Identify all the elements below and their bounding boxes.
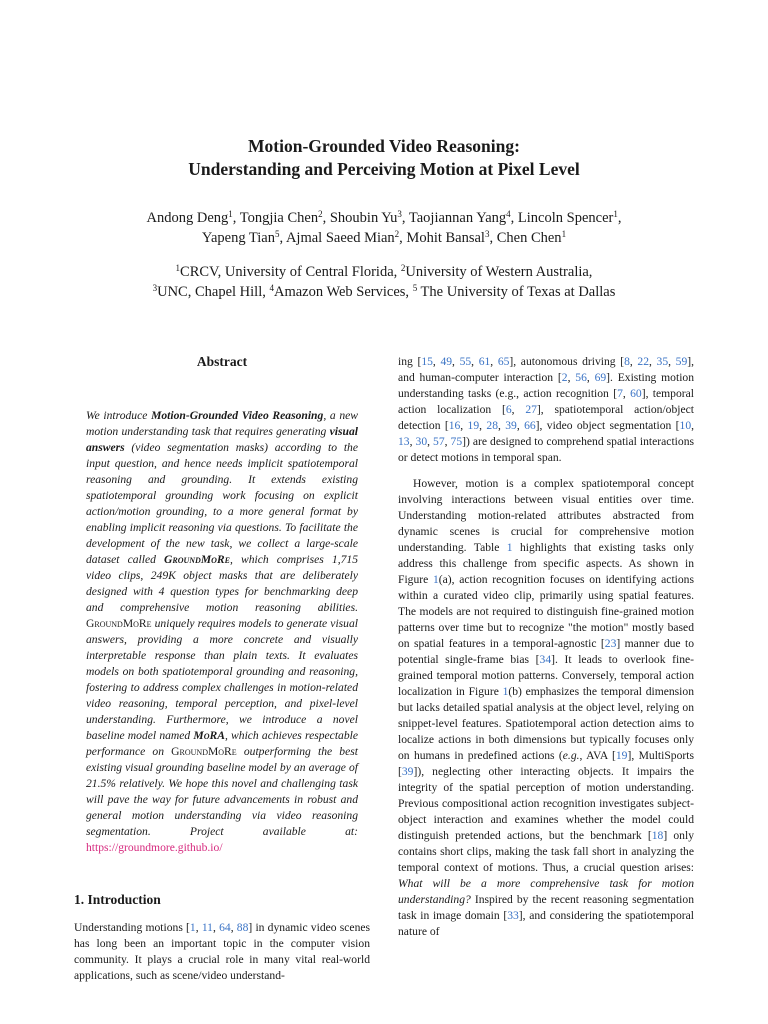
affiliations-line-1: $^1$CRCV, University of Central Florida, $^2$University of Western Australia, bbox=[175, 263, 593, 280]
right-paragraph-1: ing [15, 49, 55, 61, 65], autonomous driving [8, 22, 35, 59], and human-computer interaction [2, 56, 69]. Existing motion understanding tasks (e.g., action recognition [7, 60], temporal action localization [6, 27], spatiotemporal action/object detection [16, 19, 28, 39, 66], video object segmentation [10, 13, 30, 57, 75]) are designed to comprehend spatial interactions or detect motions in temporal span. bbox=[398, 355, 695, 464]
author-list bbox=[0, 208, 768, 248]
right-column bbox=[398, 354, 694, 940]
authors-line-1: Andong Deng$^1$, Tongjia Chen$^2$, Shoubin Yu$^3$, Taojiannan Yang$^4$, Lincoln Spencer$^1$, bbox=[146, 209, 622, 226]
paper-title-line-1: Motion-Grounded Video Reasoning: bbox=[248, 136, 520, 156]
abstract-heading: Abstract bbox=[196, 354, 248, 369]
paper-title-line-2: Understanding and Perceiving Motion at Pixel Level bbox=[188, 159, 580, 179]
project-link[interactable]: https://groundmore.github.io/ bbox=[86, 841, 223, 854]
intro-paragraph-1: Understanding motions [1, 11, 64, 88] in dynamic video scenes has long been an important topic in the computer vision community. It plays a crucial role in many vital real-world applications, such as scene/video understand- bbox=[74, 921, 371, 982]
title-block bbox=[0, 135, 768, 181]
left-column bbox=[74, 354, 370, 984]
authors-line-2: Yapeng Tian$^5$, Ajmal Saeed Mian$^2$, Mohit Bansal$^3$, Chen Chen$^1$ bbox=[201, 229, 567, 246]
affiliations bbox=[0, 262, 768, 302]
affiliations-line-2: $^3$UNC, Chapel Hill, $^4$Amazon Web Services, $^5$ The University of Texas at Dallas bbox=[152, 283, 616, 300]
intro-heading: 1. Introduction bbox=[74, 892, 161, 907]
right-paragraph-2: However, motion is a complex spatiotemporal concept involving interactions between visual entities over time. Understanding motion-related attributes abstracted from dynamic scenes is crucial for comprehensive motion understanding. Table 1 highlights that existing tasks only address this challenge from specific aspects. As shown in Figure 1(a), action recognition focuses on identifying actions within a curated video clip, primarily using spatial features. The models are not required to distinguish fine-grained motion patterns over time but to recognize "the motion" mostly based on spatial features in a temporal-agnostic [23] manner due to potential single-frame bias [34]. It leads to overlook fine-grained temporal motion patterns. Conversely, temporal action localization in Figure 1(b) emphasizes the temporal dimension but lacks detailed spatial analysis at the object level, relying on snippet-level features. Spatiotemporal action detection aims to localize actions in both dimensions but typically focuses only on humans in predefined actions (e.g., AVA [19], MultiSports [39]), neglecting other interacting objects. It impairs the integrity of the spatial perception of motion understanding. Previous compositional action recognition investigates subject-object interaction and examines whether the model could distinguish pretended actions, but the benchmark [18] only contains short clips, making the task fall short in analyzing the temporal context of motions. Thus, a crucial question arises: What will be a more comprehensive task for motion understanding? Inspired by the recent reasoning segmentation task in image domain [33], and considering the spatiotemporal nature of bbox=[398, 477, 695, 938]
abstract-body: We introduce Motion-Grounded Video Reasoning, a new motion understanding task that requires generating visual answers (video segmentation masks) according to the input question, and hence needs implicit spatiotemporal reasoning and grounding. It extends existing spatiotemporal grounding work focusing on explicit action/motion grounding, to a more general format by enabling implicit reasoning via questions. To facilitate the development of the new task, we collect a large-scale dataset called GroundMoRe, which comprises 1,715 video clips, 249K object masks that are deliberately designed with 4 question types for benchmarking deep and comprehensive motion reasoning abilities. GroundMoRe uniquely requires models to generate visual answers, providing a more concrete and visually interpretable response than plain texts. It evaluates models on both spatiotemporal grounding and reasoning, fostering to address complex challenges in motion-related video reasoning, temporal perception, and pixel-level understanding. Furthermore, we introduce a novel baseline model named MoRA, which achieves respectable performance on GroundMoRe outperforming the best existing visual grounding baseline model by an average of 21.5% relatively. We hope this novel and challenging task will pave the way for future advancements in robust and general motion understanding via video reasoning segmentation. Project available at: https://groundmore.github.io/ bbox=[86, 409, 359, 854]
